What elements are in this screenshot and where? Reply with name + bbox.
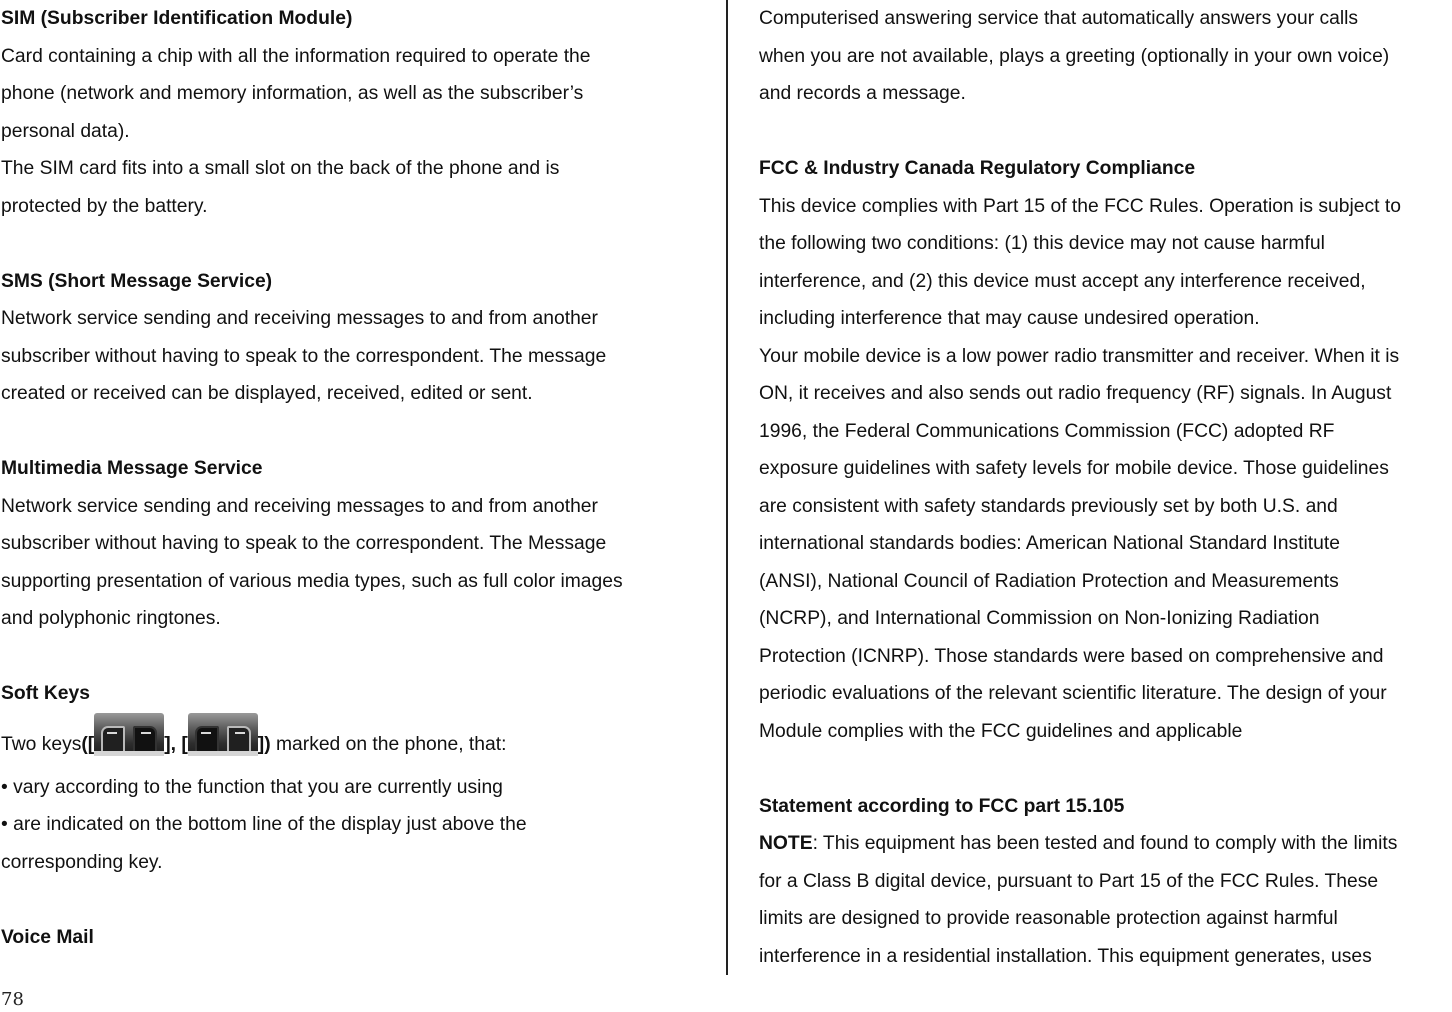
fcc-text-line: periodic evaluations of the relevant scientific literature. The design of your bbox=[759, 683, 1387, 704]
fcc-text-line: (ANSI), National Council of Radiation Protection and Measurements bbox=[759, 570, 1339, 592]
voicemail-text-line: Computerised answering service that automatically answers your calls bbox=[759, 8, 1359, 29]
mms-heading: Multimedia Message Service bbox=[1, 458, 263, 479]
paragraph-gap bbox=[1, 638, 713, 676]
fcc-heading: FCC & Industry Canada Regulatory Compliance bbox=[759, 158, 1196, 179]
softkeys-bracket-mid: ], [ bbox=[164, 733, 188, 755]
sim-text-line: protected by the battery. bbox=[1, 195, 208, 217]
sms-text-line: Network service sending and receiving messages to and from another bbox=[1, 308, 598, 329]
softkeys-intro-text: Two keys bbox=[1, 733, 82, 755]
softkeys-bracket-close: ]) bbox=[257, 733, 271, 755]
softkeys-text-line: corresponding key. bbox=[1, 851, 163, 873]
paragraph-gap bbox=[759, 750, 1452, 788]
note-first-line bbox=[759, 825, 1452, 863]
column-divider bbox=[726, 0, 728, 975]
page-number: 78 bbox=[1, 989, 24, 1010]
sms-heading: SMS (Short Message Service) bbox=[1, 270, 273, 292]
note-text-line: limits are designed to provide reasonable protection against harmful bbox=[759, 908, 1338, 929]
voicemail-text-line: and records a message. bbox=[759, 83, 966, 104]
fcc-text-line: (NCRP), and International Commission on Non-Ionizing Radiation bbox=[759, 608, 1320, 629]
sms-text-line: subscriber without having to speak to the correspondent. The message bbox=[1, 345, 607, 367]
left-column bbox=[1, 0, 713, 956]
paragraph-gap bbox=[1, 413, 713, 451]
fcc-text-line: Module complies with the FCC guidelines and applicable bbox=[759, 720, 1243, 742]
sim-heading: SIM (Subscriber Identification Module) bbox=[1, 8, 353, 29]
note-label: NOTE bbox=[759, 833, 813, 854]
mms-text-line: supporting presentation of various media types, such as full color images bbox=[1, 570, 623, 592]
fcc-text-line: international standards bodies: American National Standard Institute bbox=[759, 533, 1340, 554]
fcc-text-line: exposure guidelines with safety levels for mobile device. Those guidelines bbox=[759, 458, 1389, 479]
key-highlight bbox=[94, 751, 164, 756]
fcc-text-line: interference, and (2) this device must accept any interference received, bbox=[759, 270, 1366, 292]
softkeys-intro-tail: marked on the phone, that: bbox=[270, 733, 507, 755]
sim-text-line: The SIM card fits into a small slot on the back of the phone and is bbox=[1, 158, 560, 179]
paragraph-gap bbox=[1, 881, 713, 919]
right-column bbox=[759, 0, 1452, 975]
sim-text-line: phone (network and memory information, as well as the subscriber’s bbox=[1, 83, 584, 104]
softkeys-text-line: • are indicated on the bottom line of the display just above the bbox=[1, 814, 527, 835]
fcc-text-line: including interference that may cause undesired operation. bbox=[759, 308, 1260, 329]
softkeys-bracket-open: ([ bbox=[81, 733, 95, 755]
right-soft-key-icon bbox=[188, 713, 258, 756]
fcc-text-line: Your mobile device is a low power radio transmitter and receiver. When it is bbox=[759, 345, 1400, 367]
voicemail-heading: Voice Mail bbox=[1, 926, 94, 948]
note-first-text: : This equipment has been tested and found to comply with the limits bbox=[812, 833, 1398, 854]
statement-heading: Statement according to FCC part 15.105 bbox=[759, 795, 1125, 817]
paragraph-gap bbox=[759, 113, 1452, 151]
fcc-text-line: 1996, the Federal Communications Commission (FCC) adopted RF bbox=[759, 420, 1335, 442]
sim-text-line: Card containing a chip with all the information required to operate the bbox=[1, 45, 591, 67]
key-highlight bbox=[188, 751, 258, 756]
mms-text-line: Network service sending and receiving messages to and from another bbox=[1, 495, 598, 517]
fcc-text-line: are consistent with safety standards previously set by both U.S. and bbox=[759, 495, 1338, 517]
paragraph-gap bbox=[1, 225, 713, 263]
fcc-text-line: Protection (ICNRP). Those standards were based on comprehensive and bbox=[759, 645, 1384, 667]
sim-text-line: personal data). bbox=[1, 120, 130, 142]
left-soft-key-icon bbox=[94, 713, 164, 756]
softkeys-heading: Soft Keys bbox=[1, 683, 90, 704]
fcc-text-line: This device complies with Part 15 of the FCC Rules. Operation is subject to bbox=[759, 195, 1401, 217]
voicemail-text-line: when you are not available, plays a greeting (optionally in your own voice) bbox=[759, 45, 1390, 67]
note-text-line: for a Class B digital device, pursuant to Part 15 of the FCC Rules. These bbox=[759, 870, 1379, 892]
softkeys-intro-line bbox=[1, 713, 713, 769]
fcc-text-line: ON, it receives and also sends out radio frequency (RF) signals. In August bbox=[759, 383, 1392, 404]
mms-text-line: subscriber without having to speak to the correspondent. The Message bbox=[1, 533, 607, 554]
mms-text-line: and polyphonic ringtones. bbox=[1, 608, 221, 629]
sms-text-line: created or received can be displayed, received, edited or sent. bbox=[1, 383, 533, 404]
softkeys-text-line: • vary according to the function that you are currently using bbox=[1, 776, 503, 798]
fcc-text-line: the following two conditions: (1) this device may not cause harmful bbox=[759, 233, 1325, 254]
note-text-line: interference in a residential installation. This equipment generates, uses bbox=[759, 945, 1372, 967]
